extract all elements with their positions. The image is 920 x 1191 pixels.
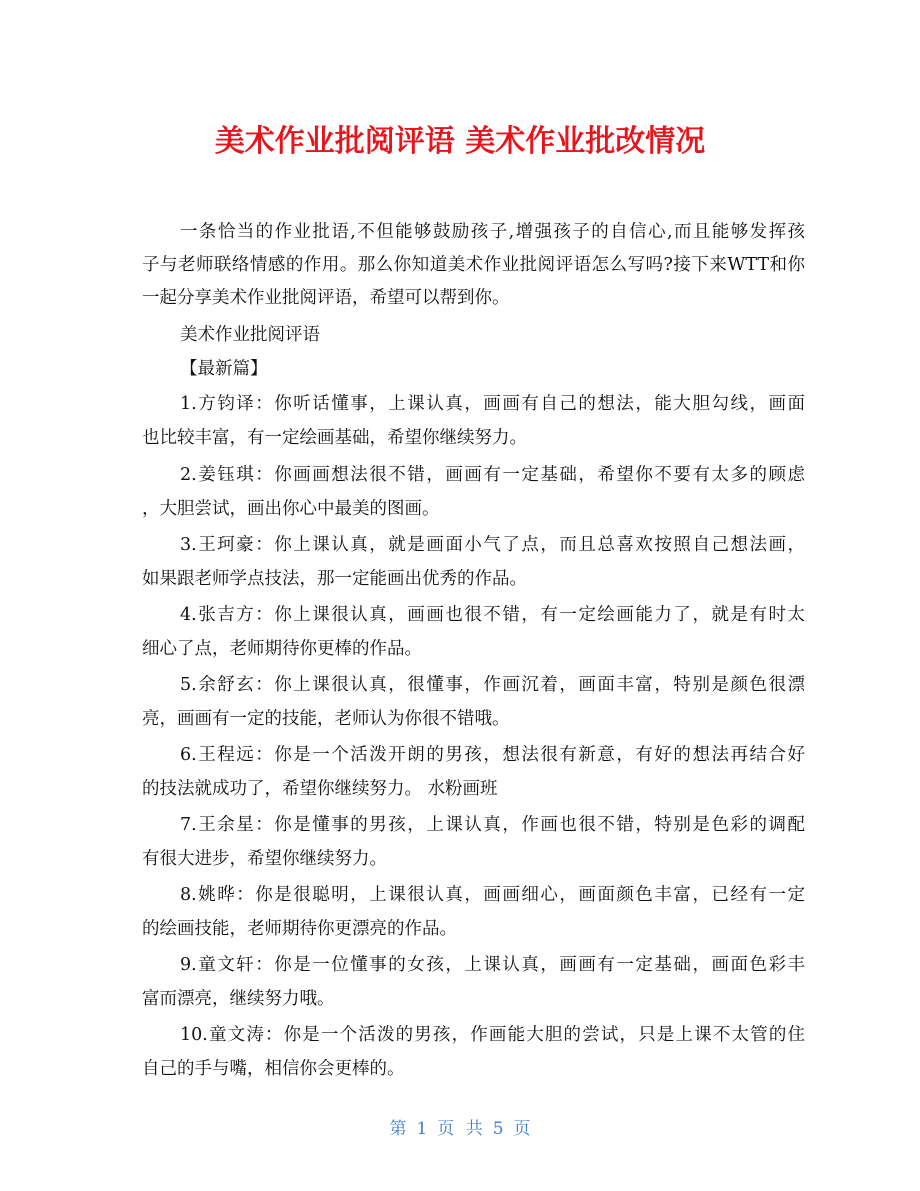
paragraph-line: 3.王珂豪：你上课认真，就是画面小气了点，而且总喜欢按照自己想法画，: [180, 535, 805, 555]
document-title: 美术作业批阅评语 美术作业批改情况: [214, 124, 706, 159]
paragraph-line: 自己的手与嘴，相信你会更棒的。: [142, 1059, 405, 1079]
paragraph-line: 1.方钧译：你听话懂事，上课认真，画画有自己的想法，能大胆勾线，画面: [180, 394, 805, 414]
paragraph-line: 7.王余星：你是懂事的男孩，上课认真，作画也很不错，特别是色彩的调配: [180, 815, 805, 835]
paragraph-line: 8.姚晔：你是很聪明，上课很认真，画画细心，画面颜色丰富，已经有一定: [180, 885, 805, 905]
paragraph-line: 的技法就成功了，希望你继续努力。 水粉画班: [142, 779, 498, 799]
footer-middle: 页 共: [437, 1119, 483, 1139]
footer-prefix: 第: [389, 1119, 407, 1139]
paragraph-line: 的绘画技能，老师期待你更漂亮的作品。: [142, 919, 457, 939]
paragraph-line: 5.余舒玄：你上课很认真，很懂事，作画沉着，画面丰富，特别是颜色很漂: [180, 675, 805, 695]
footer-suffix: 页: [513, 1119, 531, 1139]
paragraph-line: 一起分享美术作业批阅评语，希望可以帮到你。: [142, 288, 510, 308]
paragraph-line: 细心了点，老师期待你更棒的作品。: [142, 639, 422, 659]
paragraph-line: 也比较丰富，有一定绘画基础，希望你继续努力。: [142, 428, 527, 448]
paragraph-line: 6.王程远：你是一个活泼开朗的男孩，想法很有新意，有好的想法再结合好: [180, 745, 805, 765]
paragraph-line: 有很大进步，希望你继续努力。: [142, 849, 387, 869]
paragraph-line: 富而漂亮，继续努力哦。: [142, 989, 335, 1009]
paragraph-line: 10.童文涛：你是一个活泼的男孩，作画能大胆的尝试，只是上课不太管的住: [180, 1025, 805, 1045]
paragraph-line: 9.童文轩：你是一位懂事的女孩，上课认真，画画有一定基础，画面色彩丰: [180, 955, 805, 975]
paragraph-line: 【最新篇】: [180, 359, 268, 379]
page-footer: [0, 1114, 920, 1139]
footer-total-pages: 5: [492, 1119, 504, 1139]
paragraph-line: 子与老师联络情感的作用。那么你知道美术作业批阅评语怎么写吗?接下来WTT和你: [142, 255, 805, 275]
paragraph-line: 一条恰当的作业批语,不但能够鼓励孩子,增强孩子的自信心,而且能够发挥孩: [180, 222, 805, 242]
paragraph-line: 2.姜钰琪：你画画想法很不错，画画有一定基础，希望你不要有太多的顾虑: [180, 465, 805, 485]
paragraph-line: 如果跟老师学点技法，那一定能画出优秀的作品。: [142, 569, 527, 589]
footer-page-number: 1: [416, 1119, 428, 1139]
paragraph-line: ，大胆尝试，画出你心中最美的图画。: [142, 499, 440, 519]
paragraph-line: 4.张吉方：你上课很认真，画画也很不错，有一定绘画能力了，就是有时太: [180, 605, 805, 625]
paragraph-line: 亮，画画有一定的技能，老师认为你很不错哦。: [142, 709, 510, 729]
paragraph-line: 美术作业批阅评语: [180, 325, 320, 345]
